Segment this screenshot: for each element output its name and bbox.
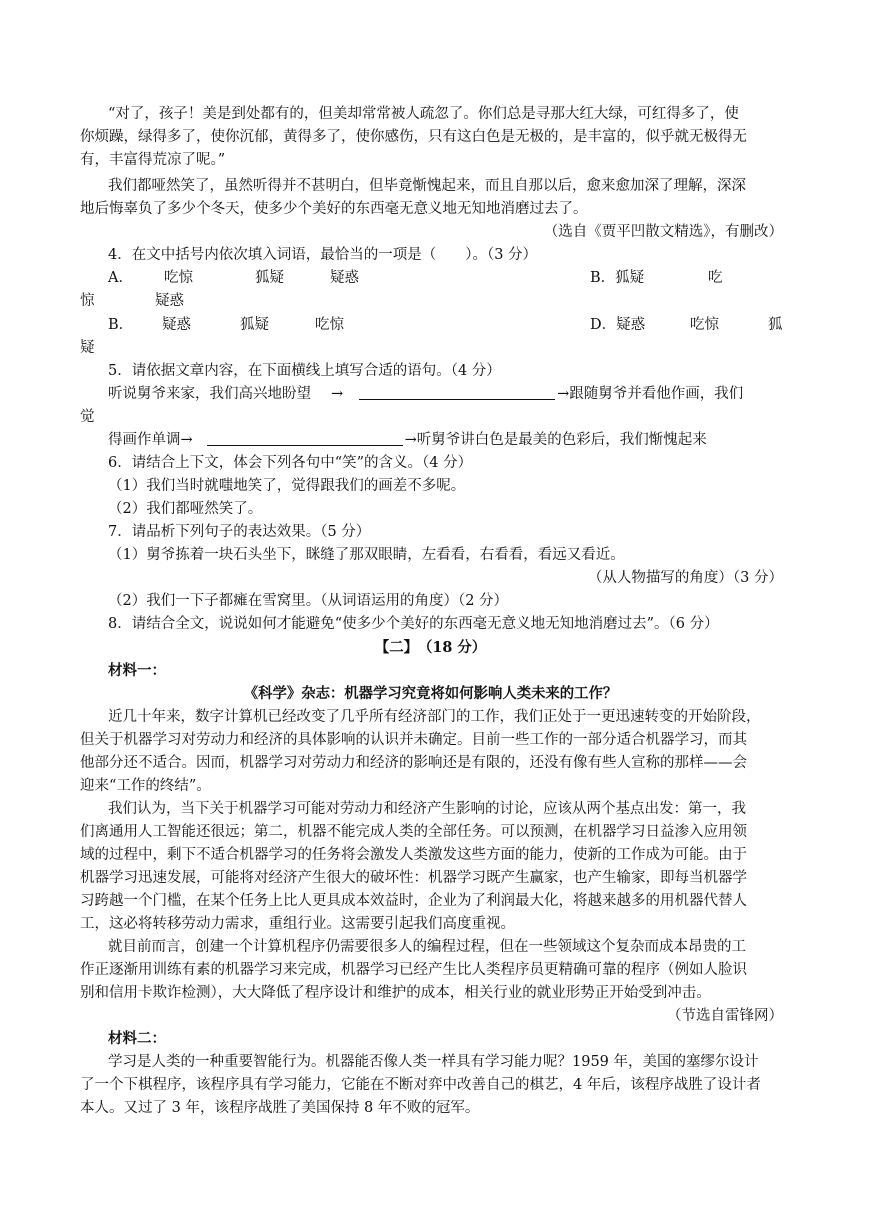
q4-option-c-word-3: 吃惊 bbox=[315, 317, 344, 333]
q7-sentence-1-note: （从人物描写的角度）（3 分） bbox=[587, 570, 783, 586]
m1-p1-line-2: 但关于机器学习对劳动力和经济的具体影响的认识并未确定。目前一些工作的一部分适合机器学习，而其 bbox=[80, 732, 747, 748]
m1-p3-line-3: 别和信用卡欺诈检测），大大降低了程序设计和维护的成本，相关行业的就业形势正开始受到冲击。 bbox=[80, 985, 711, 1001]
q5-line-2-text-b: →听舅爷讲白色是最美的色彩后，我们惭愧起来 bbox=[404, 432, 707, 448]
m1-p1-line-1: 近几十年来，数字计算机已经改变了几乎所有经济部门的工作，我们正处于一更迅速转变的开始阶段， bbox=[108, 709, 761, 725]
q7-sentence-1: （1）舅爷拣着一块石头坐下，眯缝了那双眼睛，左看看，右看看，看远又看近。 bbox=[108, 547, 625, 563]
q4-option-c-word-2: 狐疑 bbox=[240, 317, 269, 333]
q4-option-d-word-3b: 疑 bbox=[80, 340, 95, 356]
q6-sentence-2: （2）我们都哑然笑了。 bbox=[108, 501, 263, 517]
m1-p3-line-1: 就目前而言，创建一个计算机程序仍需要很多人的编程过程，但在一些领域这个复杂而成本昂贵的工 bbox=[108, 939, 746, 955]
m2-p1-line-1: 学习是人类的一种重要智能行为。机器能否像人类一样具有学习能力呢？1959 年，美国的塞缪尔设计 bbox=[108, 1054, 759, 1070]
q6-stem: 6．请结合上下文，体会下列各句中“笑”的含义。（4 分） bbox=[108, 455, 473, 471]
m1-p2-line-2: 们离通用人工智能还很远；第二，机器不能完成人类的全部任务。可以预测，在机器学习日益渗入应用领 bbox=[80, 824, 747, 840]
q4-option-c-label: B． bbox=[108, 317, 134, 333]
q4-option-b-word-3: 疑惑 bbox=[155, 293, 184, 309]
q4-option-a-word-1: 吃惊 bbox=[164, 270, 193, 286]
m1-p1-line-3: 他部分还不适合。因而，机器学习对劳动力和经济的影响还是有限的，还没有像有些人宣称的那样——会 bbox=[80, 755, 747, 771]
m1-p2-line-6: 工，这必将转移劳动力需求，重组行业。这需要引起我们高度重视。 bbox=[80, 916, 515, 932]
q4-stem: 4．在文中括号内依次填入词语，最恰当的一项是（ ）。（3 分） bbox=[108, 247, 538, 263]
q5-line-1 bbox=[108, 384, 743, 404]
m1-p2-line-3: 域的过程中，剩下不适合机器学习的任务将会激发人类激发这些方面的能力，使新的工作成为可能。由于 bbox=[80, 847, 747, 863]
q5-blank-1[interactable] bbox=[359, 385, 555, 400]
m1-p2-line-4: 机器学习迅速发展，可能将对经济产生很大的破坏性：机器学习既产生赢家，也产生输家，即每当机器学 bbox=[80, 870, 747, 886]
q4-option-d-word-3a: 狐 bbox=[768, 317, 783, 333]
story-paragraph-1-line-1: “对了，孩子！美是到处都有的，但美却常常被人疏忽了。你们总是寻那大红大绿，可红得多了，使 bbox=[108, 106, 739, 122]
story-paragraph-1-line-3: 有，丰富得荒凉了呢。” bbox=[80, 152, 226, 168]
m1-p2-line-1: 我们认为，当下关于机器学习可能对劳动力和经济产生影响的讨论，应该从两个基点出发：第一，我 bbox=[108, 801, 746, 817]
material-2-label: 材料二： bbox=[108, 1030, 166, 1047]
q4-option-a-word-3: 疑惑 bbox=[330, 270, 359, 286]
q4-option-a-word-2: 狐疑 bbox=[255, 270, 284, 286]
material-1-source: （节选自雷锋网） bbox=[667, 1008, 783, 1024]
m2-p1-line-2: 了一个下棋程序，该程序具有学习能力，它能在不断对弈中改善自己的棋艺，4 年后，该程序战胜了设计者 bbox=[80, 1077, 761, 1093]
q5-line-2 bbox=[108, 430, 707, 450]
story-source: （选自《贾平凹散文精选》，有删改） bbox=[543, 224, 783, 240]
q4-option-d-word-2: 吃惊 bbox=[690, 317, 719, 333]
m1-p1-line-4: 迎来“工作的终结”。 bbox=[80, 778, 211, 794]
m2-p1-line-3: 本人。又过了 3 年，该程序战胜了美国保持 8 年不败的冠军。 bbox=[80, 1100, 480, 1116]
section-2-heading: 【二】 （18 分） bbox=[374, 639, 487, 656]
story-paragraph-2-line-1: 我们都哑然笑了，虽然听得并不甚明白，但毕竟惭愧起来，而且自那以后，愈来愈加深了理解，深深 bbox=[108, 178, 746, 194]
material-1-title: 《科学》杂志：机器学习究竟将如何影响人类未来的工作？ bbox=[243, 685, 618, 702]
q4-option-b-word-2b: 惊 bbox=[80, 293, 95, 309]
q4-option-b-label: B．狐疑 bbox=[590, 270, 645, 286]
q4-option-b-word-2a: 吃 bbox=[708, 270, 723, 286]
q7-sentence-2: （2）我们一下子都瘫在雪窝里。（从词语运用的角度）（2 分） bbox=[108, 593, 509, 609]
story-paragraph-2-line-2: 地后悔辜负了多少个冬天，使多少个美好的东西毫无意义地无知地消磨过去了。 bbox=[80, 201, 588, 217]
q7-stem: 7．请品析下列句子的表达效果。（5 分） bbox=[108, 524, 371, 540]
q5-line-1-text-b: →跟随舅爷并看他作画，我们 bbox=[557, 386, 744, 402]
m1-p2-line-5: 习跨越一个门槛，在某个任务上比人更具成本效益时，企业为了利润最大化，将越来越多的用机器代替人 bbox=[80, 893, 747, 909]
q4-option-c-word-1: 疑惑 bbox=[162, 317, 191, 333]
q5-line-1-arrow: → bbox=[331, 386, 344, 402]
q5-blank-2[interactable] bbox=[207, 431, 403, 446]
q4-option-d-label: D．疑惑 bbox=[590, 317, 646, 333]
q5-line-1-text-a: 听说舅爷来家，我们高兴地盼望 bbox=[108, 386, 311, 402]
m1-p3-line-2: 作正逐渐用训练有素的机器学习来完成，机器学习已经产生比人类程序员更精确可靠的程序（例如人脸识 bbox=[80, 962, 747, 978]
q5-stem: 5．请依据文章内容，在下面横线上填写合适的语句。（4 分） bbox=[108, 363, 501, 379]
q5-line-1-wrap: 觉 bbox=[80, 409, 95, 425]
material-1-label: 材料一： bbox=[108, 662, 166, 679]
q6-sentence-1: （1）我们当时就嗤地笑了，觉得跟我们的画差不多呢。 bbox=[108, 478, 466, 494]
q4-option-a-label: A． bbox=[108, 270, 133, 286]
q8-stem: 8．请结合全文，说说如何才能避免“使多少个美好的东西毫无意义地无知地消磨过去”。（6 分） bbox=[108, 616, 719, 632]
q5-line-2-text-a: 得画作单调→ bbox=[108, 432, 193, 448]
story-paragraph-1-line-2: 你烦躁，绿得多了，使你沉郁，黄得多了，使你感伤，只有这白色是无极的，是丰富的，似乎就无极得无 bbox=[80, 129, 747, 145]
